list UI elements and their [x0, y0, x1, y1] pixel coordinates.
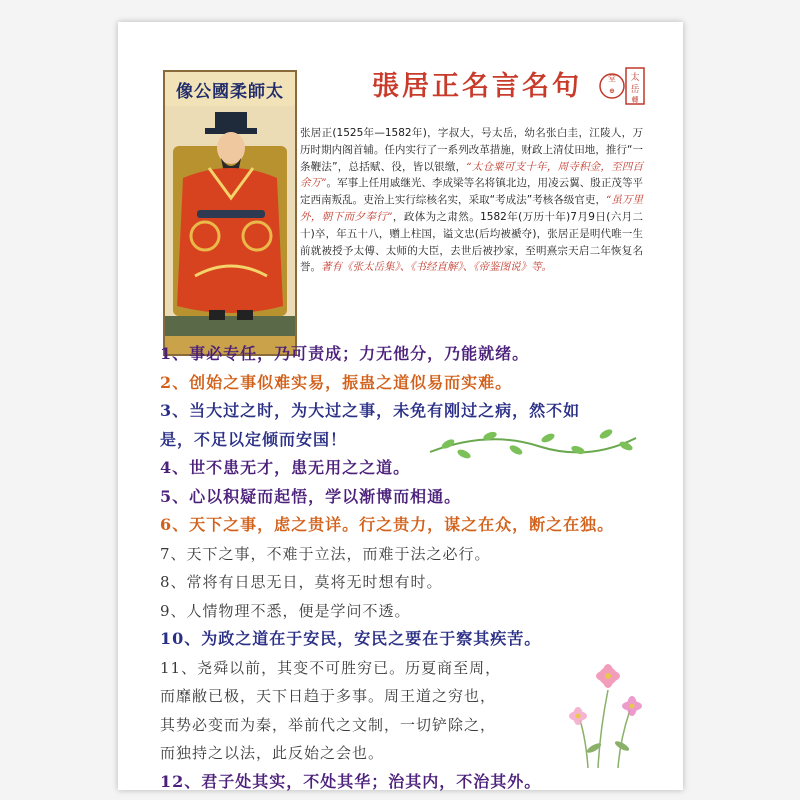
- poster-sheet: [118, 22, 683, 790]
- quote-line: 1、事必专任，乃可责成；力无他分，乃能就绪。: [160, 344, 530, 363]
- svg-text:太: 太: [630, 73, 640, 83]
- quote-line: 11、尧舜以前，其变不可胜穷已。历夏商至周，: [160, 658, 502, 677]
- quote-line: 2、创始之事似难实易，振蛊之道似易而实难。: [160, 372, 513, 392]
- bio-part-1: 张居正(1525年—1582年)，字叔大，号太岳，幼名张白圭，江陵人，万历时期内阁首辅。任内实行了一系列改革措施，财政上清仗田地，推行“一条鞭法”，总括赋、役，皆以银缴，: [300, 127, 643, 173]
- flower-decoration-icon: [558, 650, 658, 770]
- portrait-plaque: 像公國柔師太: [165, 72, 295, 108]
- bio-highlight-3: 著有《张太岳集》、《书经直解》、《帝鉴图说》等。: [321, 261, 552, 274]
- quote-line: 而独持之以法，此反始之会也。: [160, 744, 385, 762]
- biography-text: [300, 125, 643, 276]
- quote-line: 3、当大过之时，为大过之事，未免有刚过之病，然不如: [160, 401, 581, 420]
- bio-part-3: ，政体为之肃然。1582年(万历十年)7月9日(六月二十)卒，年五十八，赠上柱国，谥文忠(后均被褫夺)，张居正是明代唯一生前就被授予太傅、太师的大臣，去世后被抄家，至明熹宗天启二年恢复名誉。: [300, 210, 643, 274]
- svg-text:轉: 轉: [631, 96, 639, 104]
- portrait-frame: [163, 70, 297, 356]
- portrait-painting: [165, 106, 295, 354]
- quote-line: 是，不足以定倾而安国！: [160, 429, 348, 449]
- vine-decoration-icon: [428, 424, 638, 464]
- svg-text:岳: 岳: [630, 85, 640, 95]
- quote-line: 7、天下之事，不难于立法，而难于法之必行。: [160, 544, 491, 563]
- quote-line: 5、心以积疑而起悟，学以渐博而相通。: [160, 486, 462, 506]
- bio-highlight-2: “虽万里外，朝下而夕奉行”: [300, 194, 643, 223]
- svg-text:⊕: ⊕: [609, 87, 615, 95]
- page-title: 張居正名言名句: [372, 71, 582, 102]
- svg-text:堂: 堂: [608, 74, 616, 83]
- quote-line: 其势必变而为秦，举前代之文制，一切铲除之，: [160, 715, 497, 734]
- quote-line: 12、君子处其实，不处其华；治其内，不治其外。: [160, 771, 542, 791]
- quote-line: 8、常将有日思无日，莫将无时想有时。: [160, 573, 443, 591]
- quote-line: 6、天下之事，虑之贵详。行之贵力，谋之在众，断之在独。: [160, 515, 615, 534]
- quote-line: 4、世不患无才，患无用之之道。: [160, 458, 411, 477]
- bio-part-2: 。军事上任用戚继光、李成梁等名将镇北边，用凌云翼、殷正茂等平定西南叛乱。吏治上实行综核名实，采取“考成法”考核各级官吏，: [300, 177, 644, 207]
- quote-line: 而靡敝已极，天下日趋于多事。周王道之穷也，: [160, 687, 497, 705]
- quote-line: 9、人情物理不悉，便是学问不透。: [160, 601, 411, 620]
- bio-highlight-1: “太仓粟可支十年，周寺积金，至四百余万”: [300, 160, 643, 190]
- quote-line: 10、为政之道在于安民，安民之要在于察其疾苦。: [160, 629, 542, 648]
- seal-stamp-icon: [598, 62, 646, 110]
